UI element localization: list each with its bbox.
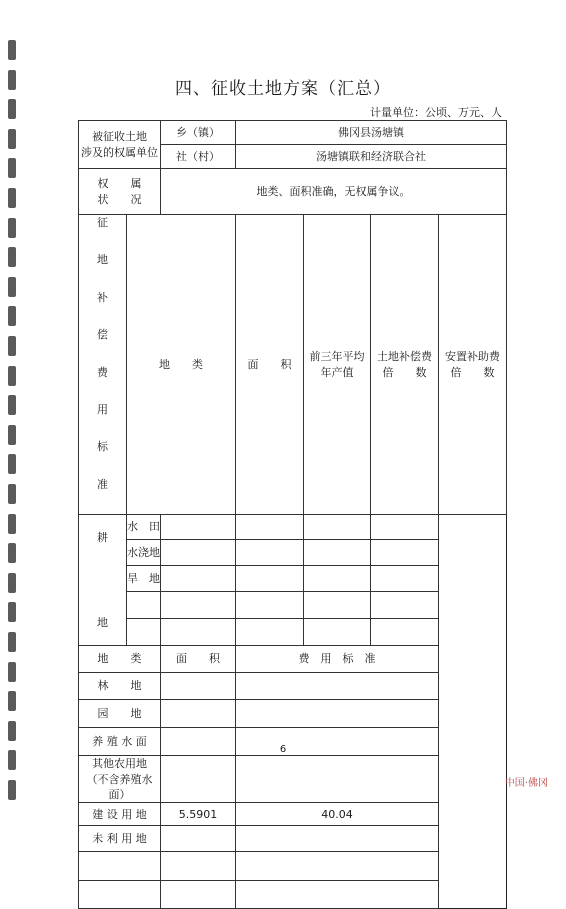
- farmland-value-cell: [236, 592, 304, 619]
- land-area: [161, 881, 236, 909]
- farmland-value-cell: [161, 566, 236, 592]
- farmland-value-cell: [236, 619, 304, 646]
- land-type-row: [79, 826, 507, 852]
- land-area: [161, 852, 236, 881]
- binder-hole: [8, 425, 16, 445]
- h1-area: 面 积: [236, 215, 304, 515]
- binder-hole: [8, 573, 16, 593]
- binder-hole: [8, 247, 16, 267]
- fee-standard: [236, 881, 439, 909]
- h1-land-type: 地 类: [127, 215, 236, 515]
- land-type-name: [79, 852, 161, 881]
- watermark: 中国·佛冈: [504, 778, 548, 789]
- land-type-name: 未 利 用 地: [79, 826, 161, 852]
- binder-hole: [8, 188, 16, 208]
- farmland-label-char: 地: [97, 616, 108, 630]
- binder-hole: [8, 99, 16, 119]
- side-label-char: 准: [97, 477, 108, 491]
- land-type-row: [79, 881, 507, 909]
- header-row-2: [79, 646, 507, 673]
- land-type-row: [79, 700, 507, 728]
- h2-area: 面 积: [161, 646, 236, 673]
- header-row-1: [79, 215, 507, 515]
- fee-standard: [236, 756, 439, 803]
- farmland-type: 水 田: [127, 515, 161, 540]
- land-area: [161, 756, 236, 803]
- farmland-value-cell: [371, 566, 439, 592]
- farmland-type: 旱 地: [127, 566, 161, 592]
- binder-hole: [8, 40, 16, 60]
- farmland-value-cell: [161, 515, 236, 540]
- binder-hole: [8, 395, 16, 415]
- land-type-row: [79, 852, 507, 881]
- farmland-label-cell: [79, 515, 127, 646]
- land-type-name: [79, 881, 161, 909]
- binder-hole: [8, 218, 16, 238]
- farmland-value-cell: [371, 592, 439, 619]
- farmland-label-char: 耕: [97, 530, 108, 544]
- farmland-type: [127, 592, 161, 619]
- farmland-value-cell: [304, 619, 371, 646]
- village-value: 汤塘镇联和经济联合社: [236, 145, 507, 169]
- farmland-value-cell: [304, 515, 371, 540]
- binder-hole: [8, 691, 16, 711]
- land-area: 5.5901: [161, 803, 236, 826]
- farmland-type: 水浇地: [127, 540, 161, 566]
- side-label-char: 征: [97, 216, 108, 229]
- h1-resettle: 安置补助费 倍 数: [439, 215, 507, 515]
- farmland-row: [79, 566, 507, 592]
- farmland-value-cell: [304, 592, 371, 619]
- land-type-name: 养 殖 水 面: [79, 728, 161, 756]
- farmland-value-cell: [371, 619, 439, 646]
- farmland-value-cell: [161, 540, 236, 566]
- h2-land-type: 地 类: [79, 646, 161, 673]
- h2-fee-standard: 费 用 标 准: [236, 646, 439, 673]
- binder-hole: [8, 721, 16, 741]
- land-area: [161, 700, 236, 728]
- side-label-char: 补: [97, 290, 108, 304]
- land-area: [161, 826, 236, 852]
- binder-hole: [8, 306, 16, 326]
- side-label-cell: [79, 215, 127, 515]
- binder-hole: [8, 366, 16, 386]
- farmland-value-cell: [161, 592, 236, 619]
- side-label-char: 费: [97, 365, 108, 379]
- farmland-value-cell: [236, 540, 304, 566]
- binder-hole: [8, 454, 16, 474]
- farmland-value-cell: [161, 619, 236, 646]
- binder-hole: [8, 543, 16, 563]
- side-label-char: 用: [97, 402, 108, 416]
- binder-hole: [8, 277, 16, 297]
- farmland-row: [79, 540, 507, 566]
- ownership-label-cell: 权 属 状 况: [79, 169, 161, 215]
- farmland-value-cell: [304, 566, 371, 592]
- ownership-value: 地类、面积准确，无权属争议。: [161, 169, 507, 215]
- farmland-type: [127, 619, 161, 646]
- farmland-row: [79, 592, 507, 619]
- unit-note: 计量单位：公顷、万元、人: [370, 106, 502, 119]
- binder-hole: [8, 662, 16, 682]
- binder-hole: [8, 632, 16, 652]
- land-type-row: [79, 673, 507, 700]
- side-label-char: 偿: [97, 328, 108, 342]
- farmland-row: [79, 619, 507, 646]
- ownership-row: [79, 169, 507, 215]
- land-area: [161, 673, 236, 700]
- land-requisition-table: [78, 120, 507, 909]
- land-type-name: 建 设 用 地: [79, 803, 161, 826]
- land-type-name: 林 地: [79, 673, 161, 700]
- farmland-value-cell: [236, 566, 304, 592]
- farmland-value-cell: [236, 515, 304, 540]
- land-type-name: 园 地: [79, 700, 161, 728]
- binder-hole: [8, 602, 16, 622]
- land-type-row: [79, 756, 507, 803]
- owner-row-town: [79, 121, 507, 145]
- fee-standard: [236, 700, 439, 728]
- binder-hole: [8, 158, 16, 178]
- town-value: 佛冈县汤塘镇: [236, 121, 507, 145]
- binder-hole: [8, 484, 16, 504]
- fee-standard: [236, 673, 439, 700]
- fee-standard: 40.04: [236, 803, 439, 826]
- town-label: 乡（镇）: [161, 121, 236, 145]
- land-type-row: [79, 803, 507, 826]
- side-label-char: 地: [97, 253, 108, 267]
- binder-hole: [8, 336, 16, 356]
- farmland-value-cell: [371, 540, 439, 566]
- land-type-name: 其他农用地 （不含养殖水面）: [79, 756, 161, 803]
- page-number: 6: [279, 744, 287, 755]
- binder-hole: [8, 780, 16, 800]
- binder-hole: [8, 514, 16, 534]
- owner-label-cell: 被征收土地 涉及的权属单位: [79, 121, 161, 169]
- farmland-row: [79, 515, 507, 540]
- fee-standard: [236, 852, 439, 881]
- fee-standard: [236, 826, 439, 852]
- side-label-char: 标: [97, 440, 108, 454]
- h1-output: 前三年平均 年产值: [304, 215, 371, 515]
- farmland-value-cell: [304, 540, 371, 566]
- village-label: 社（村）: [161, 145, 236, 169]
- farmland-value-cell: [371, 515, 439, 540]
- page-title: 四、征收土地方案（汇总）: [175, 79, 391, 99]
- binder-hole: [8, 129, 16, 149]
- h1-land-comp: 土地补偿费 倍 数: [371, 215, 439, 515]
